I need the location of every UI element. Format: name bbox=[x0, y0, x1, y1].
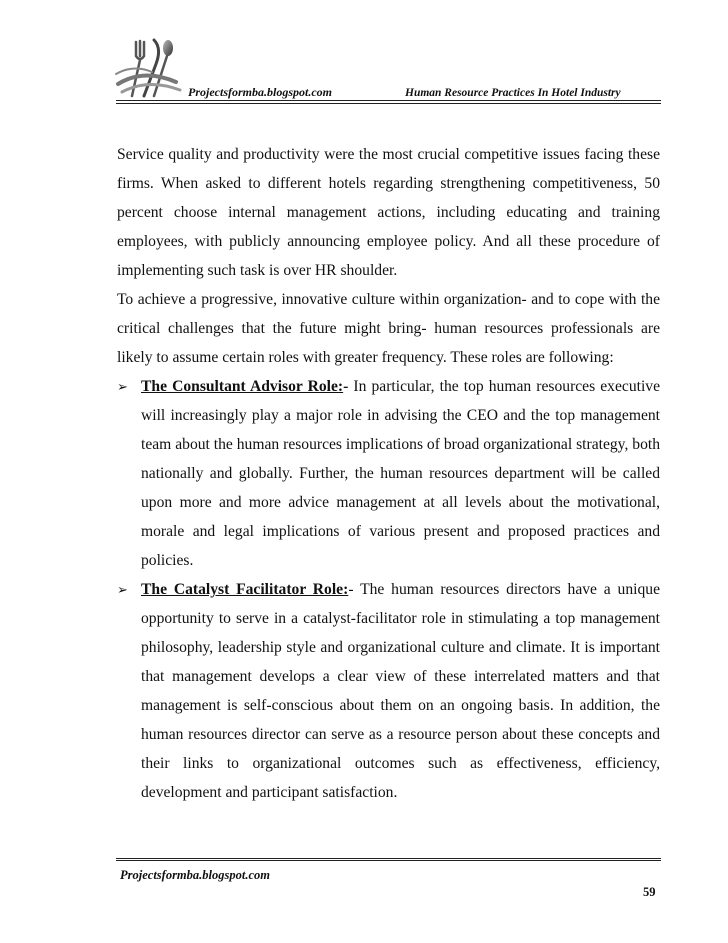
role-dash: - bbox=[343, 378, 349, 395]
arrow-bullet-icon: ➢ bbox=[117, 379, 128, 394]
header-divider bbox=[116, 100, 661, 101]
body-text bbox=[117, 140, 660, 807]
role-title: The Catalyst Facilitator Role: bbox=[141, 581, 349, 598]
footer-site-name: Projectsformba.blogspot.com bbox=[120, 868, 270, 882]
role-description: The human resources directors have a unique opportunity to serve in a catalyst-facilitator role in stimulating a top management philosophy, leadership style and organizational culture and climate. It is important that management develops a clear view of these interrelated matters and that management is self-conscious about them on an ongoing basis. In addition, the human resources director can serve as a resource person about these concepts and their links to organizational outcomes such as effectiveness, efficiency, development and participant satisfaction. bbox=[141, 581, 660, 801]
paragraph-1: Service quality and productivity were the most crucial competitive issues facing these firms. When asked to different hotels regarding strengthening competitiveness, 50 percent choose internal management actions, including educating and training employees, with publicly announcing employee policy. And all these procedure of implementing such task is over HR shoulder. bbox=[117, 146, 660, 279]
role-description: In particular, the top human resources executive will increasingly play a major role in advising the CEO and the top management team about the human resources implications of broad organizational strategy, both nationally and globally. Further, the human resources department will be called upon more and more advice management at all levels about the motivational, morale and legal implications of various present and proposed practices and policies. bbox=[141, 378, 660, 569]
footer-divider bbox=[116, 858, 661, 861]
header-site-name: Projectsformba.blogspot.com bbox=[188, 85, 332, 99]
cutlery-logo-icon bbox=[114, 38, 184, 100]
role-dash: - bbox=[348, 581, 354, 598]
role-title: The Consultant Advisor Role: bbox=[141, 378, 344, 395]
header-document-title: Human Resource Practices In Hotel Industry bbox=[405, 87, 621, 99]
header-divider-secondary bbox=[116, 103, 661, 104]
paragraph-2: To achieve a progressive, innovative culture within organization- and to cope with the critical challenges that the future might bring- human resources professionals are likely to assume certain roles with greater frequency. These roles are following: bbox=[117, 291, 660, 366]
arrow-bullet-icon: ➢ bbox=[117, 582, 128, 597]
list-item-catalyst-facilitator bbox=[117, 575, 660, 807]
list-item-consultant-advisor bbox=[117, 372, 660, 575]
page-number: 59 bbox=[643, 885, 656, 899]
